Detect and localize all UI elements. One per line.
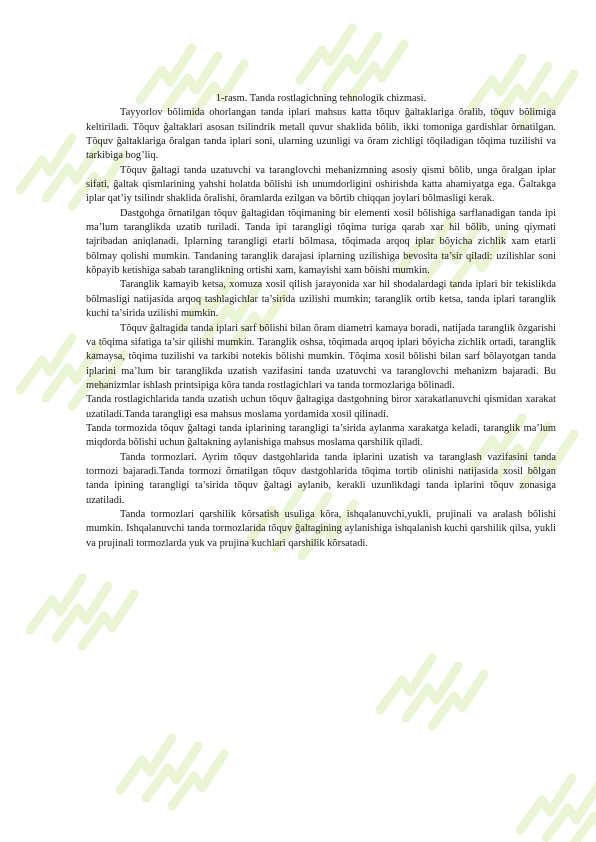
watermark-stroke <box>352 44 404 96</box>
watermark-stroke <box>432 674 484 726</box>
paragraph: Tayyorlov bŏlimida ohorlangan tanda iplari mahsus katta tŏquv ğaltaklariga ŏralib, tŏquv bŏlimiga keltiriladi. Tŏquv ğaltaklari asosan tsilindrik metall quvur shaklida bŏlib, ikki tomoniga gardishlar ŏrnatilgan. Tŏquv ğaltaklariga ŏralgan tanda iplari soni, ularning uzunligi va ŏram zichligi tŏqiladigan tŏqima tuzilishi va tarkibiga bog’liq. <box>86 107 556 162</box>
watermark-stroke <box>56 586 108 638</box>
watermark-stroke <box>300 28 352 80</box>
watermark-stroke <box>120 738 172 790</box>
paragraph: Tŏquv ğaltagi tanda uzatuvchi va taranglovchi mehanizmning asosiy qismi bŏlib, unga ŏralgan iplar sifati, ğaltak qismlarining yahshi holatda bŏlishi ish unumdorligini oshirishda katta ahamiyatga ega. Ğaltakga iplar qat’iy tsilindr shaklida ŏralishi, ŏramlarda ezilgan va bŏrtib chiqqan joylari bŏlmasligi kerak. <box>86 164 556 205</box>
watermark-stroke <box>380 658 432 710</box>
watermark-stroke <box>406 666 458 718</box>
watermark-stroke <box>82 594 134 646</box>
paragraph: Tŏquv ğaltagida tanda iplari sarf bŏlishi bilan ŏram diametri kamaya boradi, natijada taranglik ŏzgarishi va tŏqima sifatiga ta’sir qilishi mumkin. Taranglik oshsa, tŏqimada arqoq iplari bŏyicha zichlik ortadi, taranglik kamaysa, tŏqima tuzilishi va tarkibi notekis bŏlishi mumkin. Tŏqima xosil bŏlishi bilan sarf bŏlayotgan tanda iplarini ma’lum bir taranglikda uzatish vazifasini tanda uzatuvchi va taranglovchi mehanizm bajaradi. Bu mehanizmlar ishlash printsipiga kŏra tanda rostlagichlari va tanda tormozlariga bŏlinadi. <box>86 322 556 391</box>
watermark-stroke <box>20 338 72 390</box>
watermark-stroke <box>326 36 378 88</box>
watermark-stroke <box>520 778 572 830</box>
paragraph: Taranglik kamayib ketsa, xomuza xosil qilish jarayonida xar hil shodalardagi tanda iplari bir tekislikda bŏlmasligi natijasida arqoq tashlagichlar ta’sirida uzilishi mumkin; taranglik ortib ketsa, tanda iplari taranglik kuchi ta’sirida uzilishi mumkin. <box>86 279 556 320</box>
watermark-stroke <box>546 786 596 838</box>
paragraph: Tanda tormozlari. Ayrim tŏquv dastgohlarida tanda iplarini uzatish va taranglash vazifasini tanda tormozi bajaradi.Tanda tormozi ŏrnatilgan tŏquv dastgohlarida tŏqima tortib olinishi natijasida xosil bŏlgan tanda ipining tarangligi ta’sirida tŏquv ğaltagi aylanib, kerakli uzunlikdagi tanda iplarini tŏquv zonasiga uzatiladi. <box>86 451 556 506</box>
paragraph-list <box>86 106 556 551</box>
paragraph: Dastgohga ŏrnatilgan tŏquv ğaltagidan tŏqimaning bir elementi xosil bŏlishiga sarflanadigan tanda ipi ma’lum taranglikda uzatib turiladi. Tanda ipi tarangligi tŏqima turiga qarab xar hil bŏlib, uning qiymati tajribadan aniqlanadi. Iplarning tarangligi etarli bŏlmasa, tŏqimada arqoq iplar bŏyicha zichlik xam etarli bŏlmay qolishi mumkin. Tandaning taranglik darajasi iplarning uzilishiga bevosita ta’sir qiladi: uzilishlar soni kŏpayib ketishiga sabab taranglikning ortishi xam, kamayishi xam bŏishi mumkin. <box>86 207 556 277</box>
watermark-stroke <box>572 794 596 842</box>
paragraph: Tanda tormozlari qarshilik kŏrsatish usuliga kŏra, ishqalanuvchi,yukli, prujinali va aralash bŏlishi mumkin. Ishqalanuvchi tanda tormozlarida tŏquv ğaltagining aylanishiga ishqalanish kuchi qarshilik qilsa, yukli va prujinali tormozlarda yuk va prujina kuchlari qarshilik kŏrsatadi. <box>86 508 556 549</box>
watermark-stroke <box>20 138 72 190</box>
paragraph: Tanda rostlagichlarida tanda uzatish uchun tŏquv ğaltagiga dastgohning biror xarakatlanuvchi qismidan xarakat uzatiladi.Tanda tarangligi esa mahsus moslama yordamida xosil qilinadi. <box>86 394 556 420</box>
watermark-stroke <box>146 746 198 798</box>
document-body <box>86 92 556 551</box>
figure-caption: 1-rasm. Tanda rostlagichning tehnologik chizmasi. <box>215 93 427 104</box>
watermark-stroke <box>30 578 82 630</box>
watermark-stroke <box>172 754 224 806</box>
paragraph: Tanda tormozida tŏquv ğaltagi tanda iplarining tarangligi ta’sirida aylanma xarakatga keladi, taranglik ma’lum miqdorda bŏlishi uchun ğaltakning aylanishiga mahsus moslama qarshilik qiladi. <box>86 422 556 449</box>
